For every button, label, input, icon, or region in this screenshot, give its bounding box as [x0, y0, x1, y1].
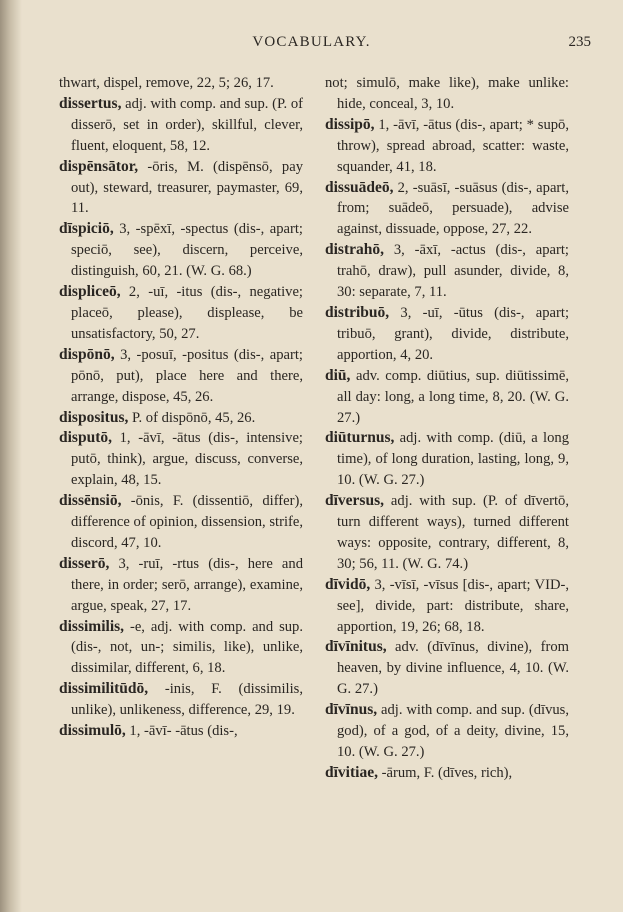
definition: -e, adj. with comp. and sup. (dis-, not, un-; similis, like), unlike, dissimilar, different, 6, 18.	[71, 618, 303, 677]
entry	[59, 94, 303, 157]
entry	[59, 408, 303, 429]
page-number: 235	[568, 34, 591, 50]
entry	[59, 282, 303, 345]
entry	[325, 178, 569, 241]
headword: dīvīnitus,	[325, 638, 387, 656]
definition: thwart, dispel, remove, 22, 5; 26, 17.	[59, 75, 274, 91]
entry	[59, 721, 303, 742]
definition: 3, -uī, -ūtus (dis-, apart; tribuō, grant), divide, distribute, apportion, 4, 20.	[337, 304, 569, 363]
definition: 3, -spēxī, -spectus (dis-, apart; speciō, see), discern, perceive, distinguish, 60, 21. (W. G. 68.)	[71, 221, 303, 280]
right-column	[325, 73, 569, 784]
definition: adj. with comp. and sup. (P. of disserō, set in order), skillful, clever, fluent, eloquent, 58, 12.	[71, 95, 303, 154]
headword: dīversus,	[325, 492, 384, 510]
entry	[325, 575, 569, 638]
definition: not; simulō, make like), make unlike: hide, conceal, 3, 10.	[325, 75, 569, 112]
definition: adj. with sup. (P. of dīvertō, turn different ways), turned different ways: opposite, contrary, different, 8, 30; 56, 11. (W. G. 74.)	[337, 493, 569, 572]
definition: P. of dispōnō, 45, 26.	[128, 409, 256, 426]
headword: dīvīnus,	[325, 701, 378, 719]
page-gutter-shadow	[0, 0, 22, 912]
entry	[59, 617, 303, 680]
definition: 3, -āxī, -actus (dis-, apart; trahō, draw), pull asunder, divide, 8, 30: separate, 7, 11.	[337, 242, 569, 301]
definition: 3, -vīsī, -vīsus [dis-, apart; VID-, see], divide, part: distribute, share, apportion, 19, 26; 68, 18.	[337, 576, 569, 635]
entry	[325, 366, 569, 429]
headword: disputō,	[59, 429, 112, 447]
entry	[325, 700, 569, 763]
headword: disserō,	[59, 554, 110, 572]
definition: 2, -uī, -itus (dis-, negative; placeō, please), displease, be unsatisfactory, 50, 27.	[71, 284, 303, 342]
headword: dīspiciō,	[59, 220, 114, 238]
entry	[59, 491, 303, 554]
definition: -inis, F. (dissimilis, unlike), unlikeness, difference, 29, 19.	[71, 681, 303, 719]
entry	[325, 763, 569, 784]
headword: distrahō,	[325, 241, 384, 259]
entry	[325, 73, 569, 115]
headword: dissuādeō,	[325, 178, 394, 196]
entry	[59, 428, 303, 491]
entry	[325, 491, 569, 575]
running-title: VOCABULARY.	[252, 34, 371, 50]
definition: 1, -āvī- -ātus (dis-,	[125, 723, 238, 740]
definition: -ōris, M. (dispēnsō, pay out), steward, treasurer, paymaster, 69, 11.	[71, 158, 303, 217]
headword: dīvidō,	[325, 575, 371, 593]
entry	[59, 345, 303, 408]
headword: dispēnsātor,	[59, 157, 139, 175]
headword: dissipō,	[325, 115, 375, 133]
entry	[59, 73, 303, 94]
entry	[59, 157, 303, 220]
headword: distribuō,	[325, 303, 390, 321]
entry	[59, 679, 303, 721]
definition: adv. (dīvīnus, divine), from heaven, by divine influence, 4, 10. (W. G. 27.)	[337, 639, 569, 698]
entry	[59, 219, 303, 282]
headword: dissēnsiō,	[59, 492, 122, 510]
entry	[325, 240, 569, 303]
entry	[325, 428, 569, 491]
entry	[325, 637, 569, 700]
left-column	[59, 73, 303, 742]
headword: dissimulō,	[59, 722, 126, 740]
headword: dissertus,	[59, 94, 122, 112]
definition: 3, -ruī, -rtus (dis-, here and there, in order; serō, arrange), examine, argue, speak, 27, 17.	[71, 555, 303, 614]
definition: 2, -suāsī, -suāsus (dis-, apart, from; suādeō, persuade), advise against, dissuade, oppose, 27, 22.	[337, 179, 569, 238]
headword: dispōnō,	[59, 345, 115, 363]
definition: -ōnis, F. (dissentiō, differ), difference of opinion, dissension, strife, discord, 47, 10.	[71, 493, 303, 551]
headword: displiceō,	[59, 283, 121, 301]
definition: 1, -āvī, -ātus (dis-, apart; * supō, throw), spread abroad, scatter: waste, squander, 41, 18.	[337, 116, 569, 175]
headword: dissimilitūdō,	[59, 680, 149, 698]
definition: 1, -āvī, -ātus (dis-, intensive; putō, think), argue, discuss, converse, explain, 48, 15.	[71, 430, 303, 489]
entry	[325, 303, 569, 366]
definition: -ārum, F. (dīves, rich),	[377, 764, 513, 781]
entry	[59, 554, 303, 617]
definition: adj. with comp. (diū, a long time), of long duration, lasting, long, 9, 10. (W. G. 27.)	[337, 430, 569, 489]
headword: dissimilis,	[59, 617, 125, 635]
headword: dispositus,	[59, 408, 129, 426]
definition: adv. comp. diūtius, sup. diūtissimē, all day: long, a long time, 8, 20. (W. G. 27.)	[337, 367, 569, 426]
entry	[325, 115, 569, 178]
definition: adj. with comp. and sup. (dīvus, god), of a god, of a deity, divine, 15, 10. (W. G. 27.)	[337, 702, 569, 760]
headword: diū,	[325, 366, 351, 384]
headword: diūturnus,	[325, 429, 395, 447]
definition: 3, -posuī, -positus (dis-, apart; pōnō, put), place here and there, arrange, dispose, 45, 26.	[71, 346, 303, 405]
headword: dīvitiae,	[325, 763, 378, 781]
